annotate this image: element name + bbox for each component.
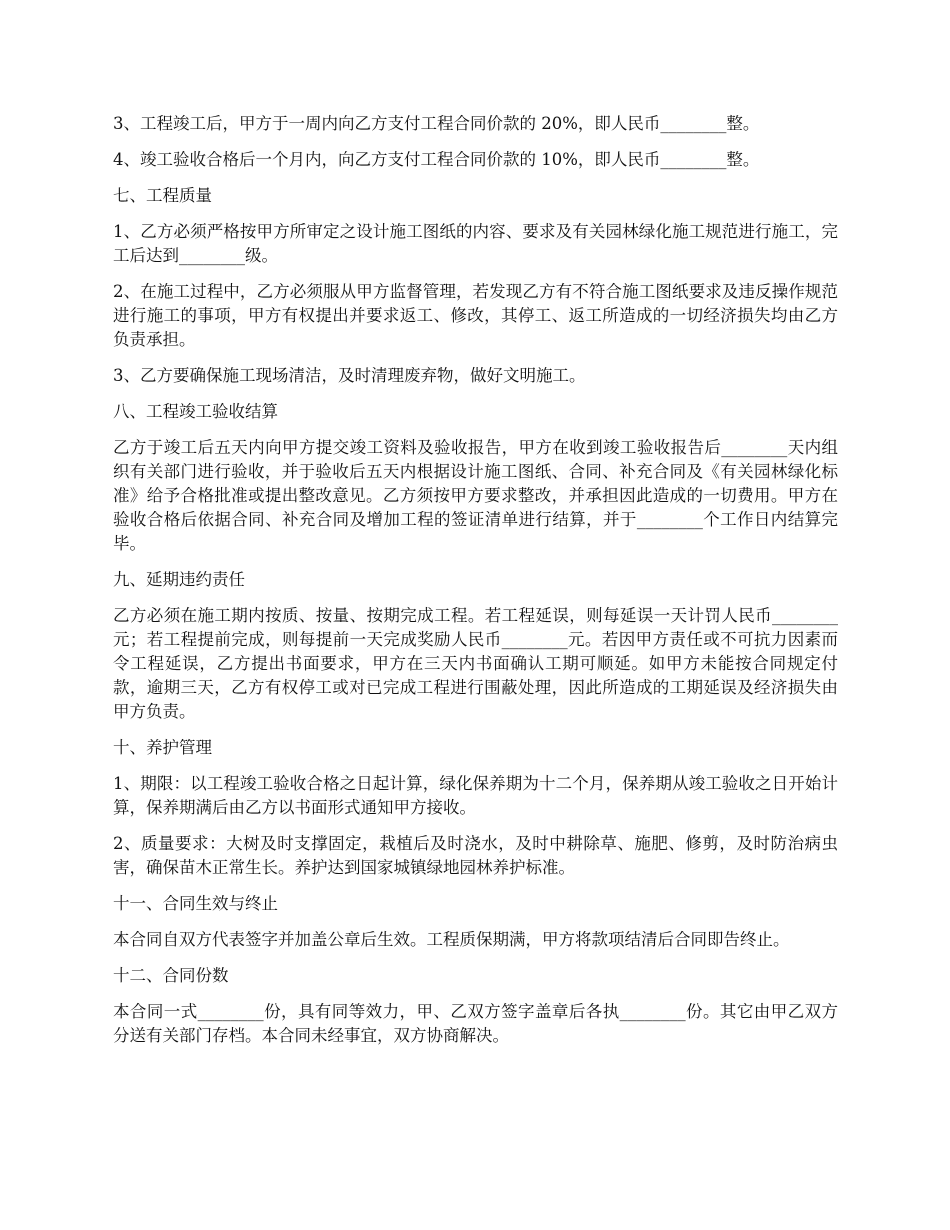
- section-heading-copies: 十二、合同份数: [113, 966, 229, 985]
- delay-clause: 乙方必须在施工期内按质、按量、按期完成工程。若工程延误，则每延误一天计罚人民币________元；若工程提前完成，则每提前一天完成奖励人民币________元。若因甲方责任或不可抗力因素而令工程延误，乙方提出书面要求，甲方在三天内书面确认工期可顺延。如甲方未能按合同规定付款，逾期三天，乙方有权停工或对已完成工程进行围蔽处理，因此所造成的工期延误及经济损失由甲方负责。: [113, 606, 838, 721]
- quality-clause-3: 3、乙方要确保施工现场清洁，及时清理废弃物，做好文明施工。: [113, 366, 586, 385]
- acceptance-clause: 乙方于竣工后五天内向甲方提交竣工资料及验收报告，甲方在收到竣工验收报告后________天内组织有关部门进行验收，并于验收后五天内根据设计施工图纸、合同、补充合同及《有关园林绿化标准》给予合格批准或提出整改意见。乙方须按甲方要求整改，并承担因此造成的一切费用。甲方在验收合格后依据合同、补充合同及增加工程的签证清单进行结算，并于________个工作日内结算完毕。: [113, 438, 838, 553]
- maintenance-clause-1: 1、期限：以工程竣工验收合格之日起计算，绿化保养期为十二个月，保养期从竣工验收之日开始计算，保养期满后由乙方以书面形式通知甲方接收。: [113, 774, 838, 817]
- section-heading-maintenance: 十、养护管理: [113, 738, 212, 757]
- section-heading-acceptance: 八、工程竣工验收结算: [113, 402, 278, 421]
- quality-clause-2: 2、在施工过程中，乙方必须服从甲方监督管理，若发现乙方有不符合施工图纸要求及违反操作规范进行施工的事项，甲方有权提出并要求返工、修改，其停工、返工所造成的一切经济损失均由乙方负责承担。: [113, 282, 838, 349]
- document-body: [113, 112, 838, 1060]
- section-heading-effect: 十一、合同生效与终止: [113, 894, 278, 913]
- section-heading-quality: 七、工程质量: [113, 186, 212, 205]
- effect-clause: 本合同自双方代表签字并加盖公章后生效。工程质保期满，甲方将款项结清后合同即告终止。: [113, 930, 790, 949]
- section-heading-delay: 九、延期违约责任: [113, 570, 245, 589]
- copies-clause: 本合同一式________份，具有同等效力，甲、乙双方签字盖章后各执________份。其它由甲乙双方分送有关部门存档。本合同未经事宜，双方协商解决。: [113, 1002, 838, 1045]
- payment-clause-3: 3、工程竣工后，甲方于一周内向乙方支付工程合同价款的 20%，即人民币________整。: [113, 114, 760, 133]
- maintenance-clause-2: 2、质量要求：大树及时支撑固定，栽植后及时浇水，及时中耕除草、施肥、修剪，及时防治病虫害，确保苗木正常生长。养护达到国家城镇绿地园林养护标准。: [113, 834, 838, 877]
- quality-clause-1: 1、乙方必须严格按甲方所审定之设计施工图纸的内容、要求及有关园林绿化施工规范进行施工，完工后达到________级。: [113, 222, 838, 265]
- payment-clause-4: 4、竣工验收合格后一个月内，向乙方支付工程合同价款的 10%，即人民币________整。: [113, 150, 760, 169]
